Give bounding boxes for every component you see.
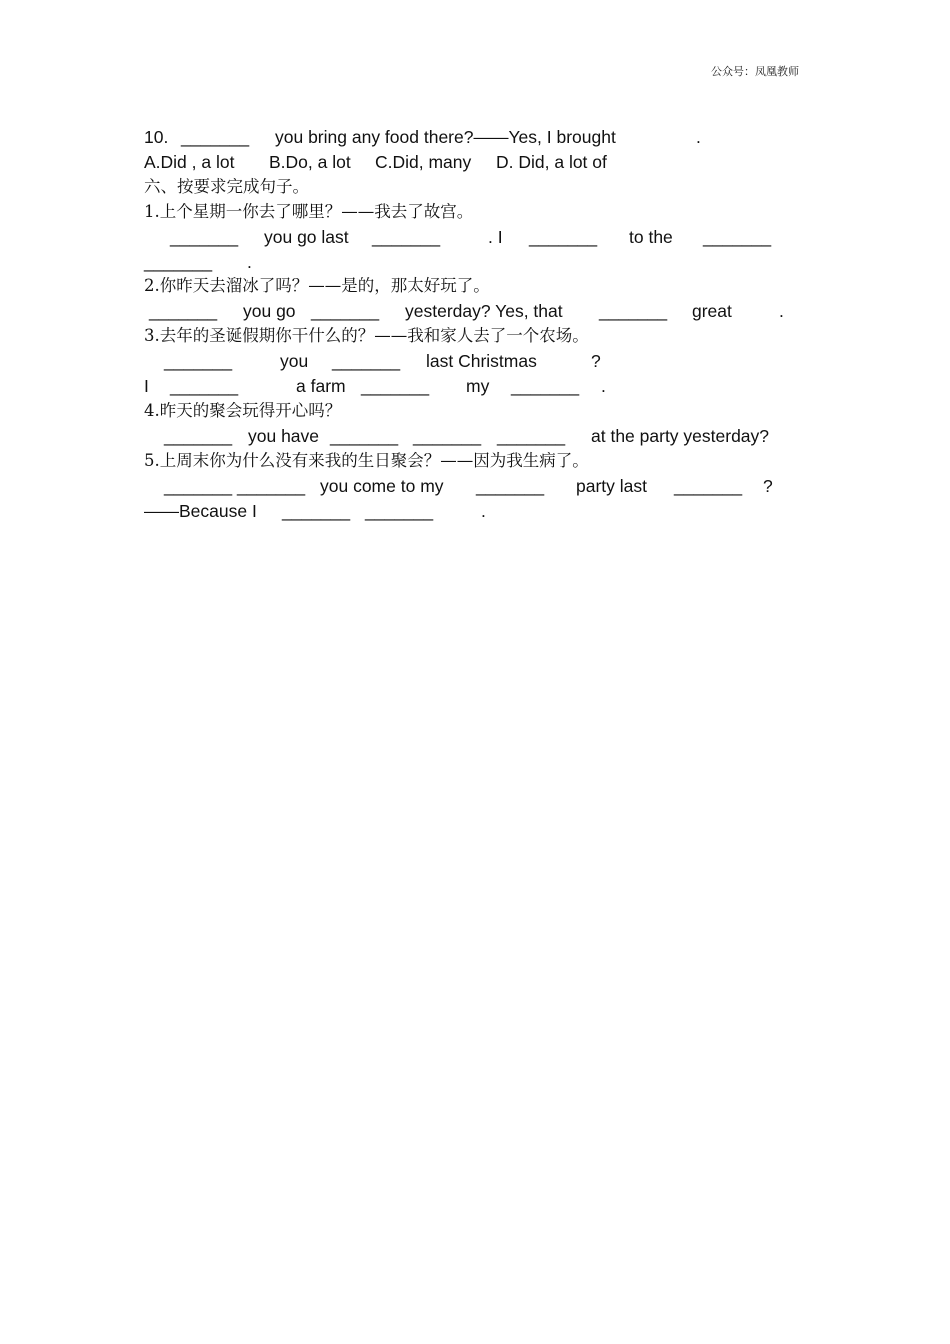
option-d: D. Did, a lot of [496, 152, 607, 172]
answer-blank: _______ [497, 426, 566, 446]
sentence-text: yesterday? Yes, that [405, 301, 563, 321]
answer-blank: _______ [674, 476, 743, 496]
answer-blank: _______ [237, 476, 306, 496]
answer-blank: _______ [149, 301, 218, 321]
sentence-period: . [696, 127, 701, 147]
sentence-period: . [247, 252, 252, 272]
answer-blank: _______ [164, 426, 233, 446]
answer-blank: _______ [703, 227, 772, 247]
sentence-text: you go [243, 301, 296, 321]
answer-blank: _______ [413, 426, 482, 446]
sentence-period: . [481, 501, 486, 521]
answer-blank: _______ [365, 501, 434, 521]
answer-blank: _______ [311, 301, 380, 321]
answer-blank: _______ [330, 426, 399, 446]
sentence-text: you go last [264, 227, 349, 247]
option-b: B.Do, a lot [269, 152, 351, 172]
sentence-text: . I [488, 227, 503, 247]
answer-blank: _______ [164, 476, 233, 496]
option-a: A.Did , a lot [144, 152, 235, 172]
answer-blank: _______ [511, 376, 580, 396]
answer-blank: _______ [372, 227, 441, 247]
sentence-text: at the party yesterday? [591, 426, 770, 446]
sentence-text: to the [629, 227, 673, 247]
question-number: 10. [144, 127, 169, 147]
answer-blank: _______ [181, 127, 250, 147]
answer-blank: _______ [164, 351, 233, 371]
sentence-text: great [692, 301, 732, 321]
answer-blank: _______ [282, 501, 351, 521]
sentence-text: you come to my [320, 476, 444, 496]
item-5-prompt: 5.上周末你为什么没有来我的生日聚会？——因为我生病了。 [144, 451, 589, 470]
sentence-text: you [280, 351, 309, 371]
item-4-prompt: 4.昨天的聚会玩得开心吗？ [144, 401, 342, 420]
sentence-text: ? [591, 351, 601, 371]
answer-blank: _______ [476, 476, 545, 496]
answer-blank: _______ [170, 376, 239, 396]
item-1-prompt: 1.上个星期一你去了哪里？——我去了故宫。 [144, 202, 474, 221]
item-3-prompt: 3.去年的圣诞假期你干什么的？——我和家人去了一个农场。 [144, 326, 589, 345]
sentence-period: . [601, 376, 606, 396]
sentence-period: . [779, 301, 784, 321]
sentence-text: a farm [296, 376, 346, 396]
sentence-text: my [466, 376, 490, 396]
sentence-text: ——Because I [144, 501, 257, 521]
option-c: C.Did, many [375, 152, 472, 172]
answer-blank: _______ [599, 301, 668, 321]
answer-blank: _______ [170, 227, 239, 247]
answer-blank: _______ [361, 376, 430, 396]
item-2-prompt: 2.你昨天去溜冰了吗？——是的，那太好玩了。 [144, 276, 490, 295]
sentence-text: ? [763, 476, 773, 496]
section-title: 六、按要求完成句子。 [144, 177, 309, 196]
answer-blank: _______ [529, 227, 598, 247]
sentence-text: last Christmas [426, 351, 537, 371]
question-text: you bring any food there?——Yes, I brought [275, 127, 616, 147]
sentence-text: party last [576, 476, 647, 496]
sentence-text: you have [248, 426, 320, 446]
answer-blank: _______ [144, 252, 213, 272]
header-note: 公众号：凤凰教师 [711, 65, 799, 78]
sentence-text: I [144, 376, 149, 396]
answer-blank: _______ [332, 351, 401, 371]
